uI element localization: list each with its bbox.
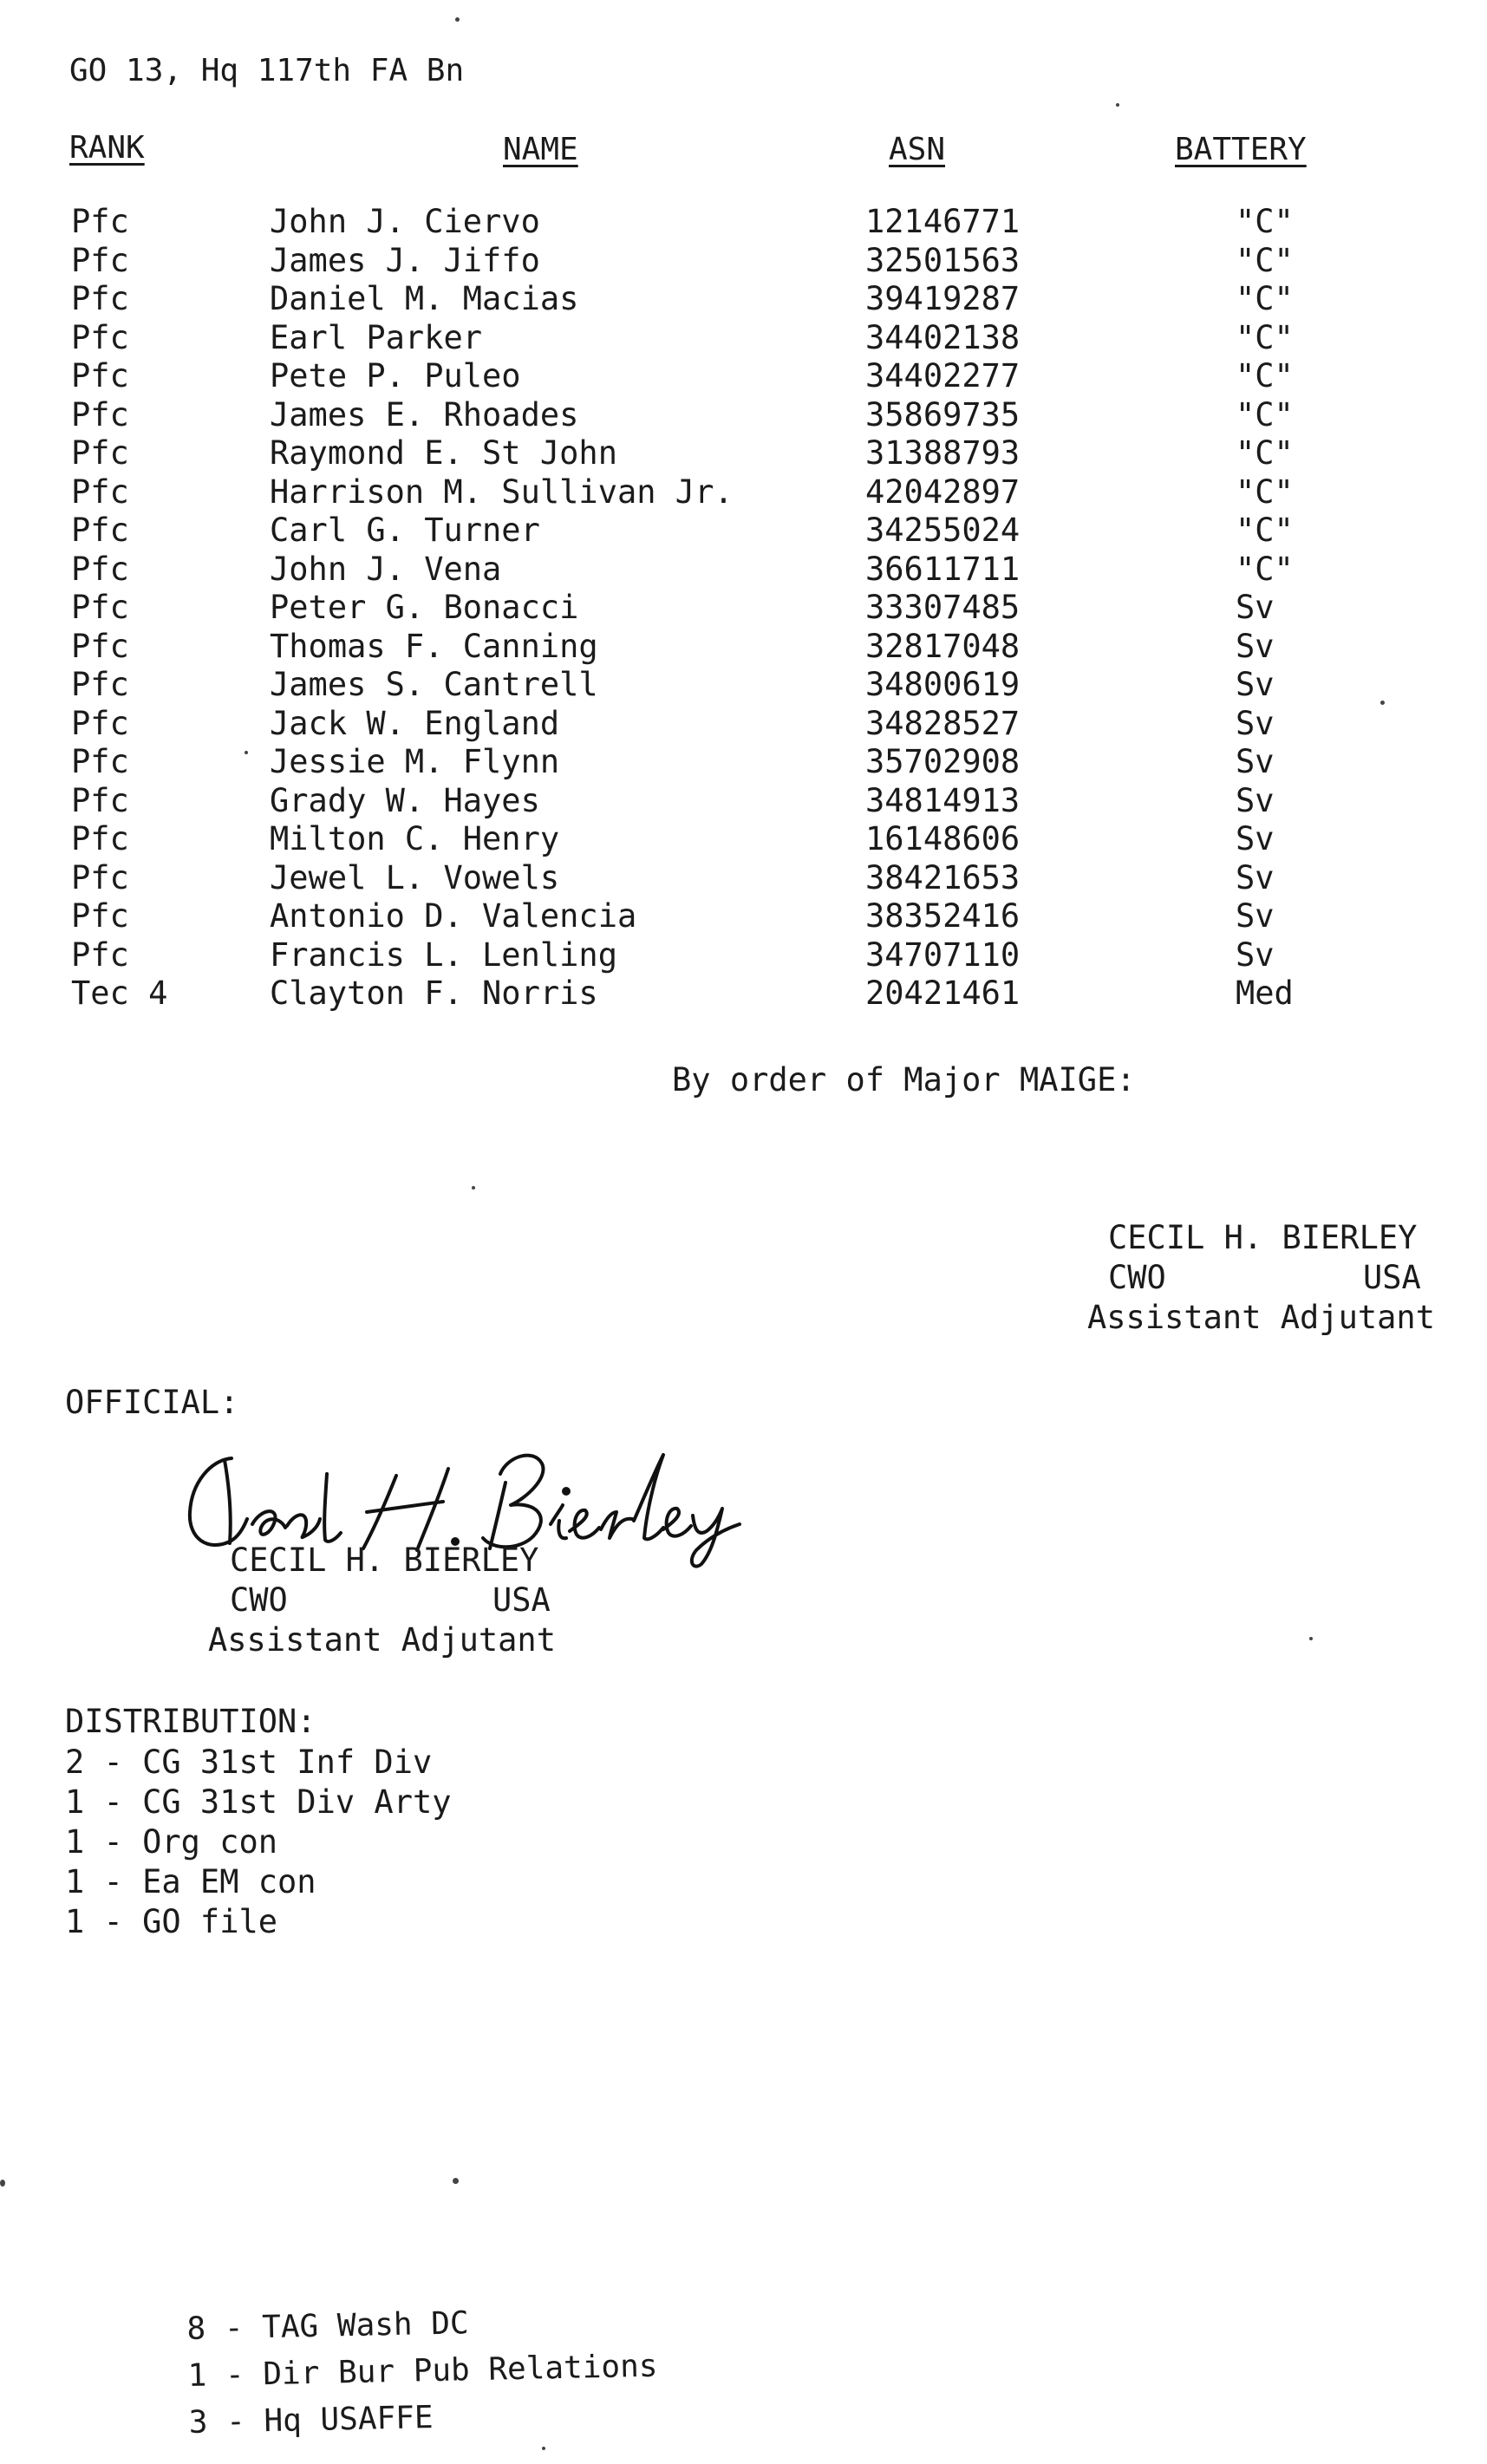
roster-rank: Tec 4 <box>71 975 168 1012</box>
roster-rank: Pfc <box>71 666 129 703</box>
column-header-rank: RANK <box>69 130 145 166</box>
distribution-item: 1 - Org con <box>65 1823 278 1861</box>
authority-service: USA <box>1363 1259 1421 1296</box>
roster-row <box>71 242 1331 281</box>
roster-rank: Pfc <box>71 781 129 819</box>
roster-battery: "C" <box>1236 357 1294 394</box>
roster-asn: 34707110 <box>865 935 1021 974</box>
roster-rank: Pfc <box>71 280 129 317</box>
roster-asn: 36611711 <box>865 550 1021 588</box>
column-header-name: NAME <box>503 132 578 167</box>
roster-row <box>71 975 1331 1014</box>
roster-name: Milton C. Henry <box>270 820 560 857</box>
scan-speck <box>0 2180 5 2187</box>
roster-asn: 34255024 <box>865 512 1021 549</box>
distribution-continued-item: 3 - Hq USAFFE <box>188 2400 434 2441</box>
roster-rank: Pfc <box>71 897 129 935</box>
authority-grade: CWO <box>1108 1259 1166 1296</box>
roster-battery: "C" <box>1236 241 1294 279</box>
distribution-continued-item: 1 - Dir Bur Pub Relations <box>187 2348 658 2394</box>
roster-rank: Pfc <box>71 704 129 742</box>
roster-rank: Pfc <box>71 512 129 549</box>
roster-row <box>71 551 1331 590</box>
scan-speck <box>472 1186 475 1190</box>
roster-name: Francis L. Lenling <box>270 935 617 974</box>
roster-battery: Sv <box>1236 666 1275 703</box>
roster-row <box>71 319 1331 358</box>
roster-asn: 33307485 <box>865 589 1021 626</box>
roster-table <box>71 203 1331 1014</box>
distribution-item: 1 - Ea EM con <box>65 1863 316 1900</box>
scan-speck <box>455 17 460 22</box>
roster-rank: Pfc <box>71 627 129 665</box>
roster-battery: "C" <box>1236 280 1294 317</box>
distribution-continued-item: 8 - TAG Wash DC <box>186 2305 470 2347</box>
signature-title: Assistant Adjutant <box>208 1621 556 1659</box>
column-header-asn: ASN <box>889 132 946 167</box>
order-header: GO 13, Hq 117th FA Bn <box>69 53 465 88</box>
roster-asn: 16148606 <box>865 820 1021 857</box>
roster-body <box>71 203 1331 1014</box>
roster-rank: Pfc <box>71 550 129 588</box>
roster-row <box>71 512 1331 551</box>
roster-row <box>71 936 1331 975</box>
roster-asn: 34402277 <box>865 357 1021 394</box>
roster-battery: Sv <box>1236 704 1275 742</box>
distribution-list <box>65 1743 452 1942</box>
roster-row <box>71 859 1331 898</box>
roster-battery: "C" <box>1236 550 1294 588</box>
roster-row <box>71 434 1331 473</box>
roster-name: Antonio D. Valencia <box>270 897 637 935</box>
roster-asn: 39419287 <box>865 280 1021 317</box>
roster-asn: 38352416 <box>865 897 1021 935</box>
scan-speck <box>453 2178 459 2184</box>
official-label: OFFICIAL: <box>65 1384 239 1421</box>
roster-battery: "C" <box>1236 203 1294 240</box>
roster-name: Clayton F. Norris <box>270 975 598 1012</box>
roster-asn: 38421653 <box>865 858 1021 896</box>
roster-battery: "C" <box>1236 434 1294 472</box>
roster-asn: 20421461 <box>865 975 1021 1012</box>
roster-asn: 35869735 <box>865 395 1021 433</box>
roster-asn: 35702908 <box>865 743 1021 780</box>
roster-name: John J. Vena <box>270 550 502 588</box>
scan-speck <box>245 751 248 754</box>
authority-title: Assistant Adjutant <box>1087 1299 1435 1336</box>
roster-asn: 31388793 <box>865 434 1021 472</box>
roster-name: Grady W. Hayes <box>270 781 540 819</box>
scan-speck <box>542 2447 545 2450</box>
signature-grade: CWO <box>230 1581 288 1619</box>
roster-battery: Sv <box>1236 820 1275 857</box>
distribution-label: DISTRIBUTION: <box>65 1703 316 1740</box>
distribution-item: 1 - GO file <box>65 1903 278 1940</box>
roster-battery: Sv <box>1236 589 1275 626</box>
roster-battery: "C" <box>1236 473 1294 511</box>
roster-name: Daniel M. Macias <box>270 280 579 317</box>
roster-battery: "C" <box>1236 512 1294 549</box>
roster-asn: 12146771 <box>865 203 1021 240</box>
roster-name: Carl G. Turner <box>270 512 540 549</box>
roster-name: Pete P. Puleo <box>270 357 521 394</box>
roster-row <box>71 473 1331 512</box>
roster-rank: Pfc <box>71 434 129 472</box>
roster-rank: Pfc <box>71 935 129 974</box>
signature-service: USA <box>492 1581 551 1619</box>
roster-rank: Pfc <box>71 318 129 356</box>
roster-row <box>71 666 1331 705</box>
roster-battery: Sv <box>1236 897 1275 935</box>
scan-speck <box>1116 103 1119 107</box>
roster-rank: Pfc <box>71 743 129 780</box>
roster-asn: 32501563 <box>865 241 1021 279</box>
roster-battery: Sv <box>1236 935 1275 974</box>
roster-name: James E. Rhoades <box>270 395 579 433</box>
distribution-item: 1 - CG 31st Div Arty <box>65 1783 452 1821</box>
scan-speck <box>1380 701 1385 705</box>
roster-battery: Med <box>1236 975 1294 1012</box>
roster-name: Raymond E. St John <box>270 434 617 472</box>
roster-rank: Pfc <box>71 820 129 857</box>
roster-asn: 34814913 <box>865 781 1021 819</box>
roster-name: Jack W. England <box>270 704 560 742</box>
roster-rank: Pfc <box>71 203 129 240</box>
roster-battery: "C" <box>1236 395 1294 433</box>
roster-battery: Sv <box>1236 743 1275 780</box>
roster-asn: 34402138 <box>865 318 1021 356</box>
roster-asn: 42042897 <box>865 473 1021 511</box>
column-header-battery: BATTERY <box>1175 132 1307 167</box>
roster-asn: 34828527 <box>865 704 1021 742</box>
roster-battery: Sv <box>1236 858 1275 896</box>
roster-row <box>71 589 1331 628</box>
roster-row <box>71 396 1331 435</box>
roster-row <box>71 897 1331 936</box>
roster-rank: Pfc <box>71 357 129 394</box>
roster-row <box>71 820 1331 859</box>
roster-name: Thomas F. Canning <box>270 627 598 665</box>
roster-name: Jessie M. Flynn <box>270 743 560 780</box>
roster-asn: 32817048 <box>865 627 1021 665</box>
roster-name: Earl Parker <box>270 318 483 356</box>
distribution-continued-list <box>186 2297 659 2447</box>
roster-row <box>71 743 1331 782</box>
distribution-item: 2 - CG 31st Inf Div <box>65 1744 433 1781</box>
roster-name: John J. Ciervo <box>270 203 540 240</box>
scan-speck <box>1309 1637 1313 1640</box>
roster-name: James J. Jiffo <box>270 241 540 279</box>
roster-rank: Pfc <box>71 589 129 626</box>
order-line: By order of Major MAIGE: <box>672 1061 1136 1098</box>
roster-row <box>71 203 1331 242</box>
authority-name: CECIL H. BIERLEY <box>1108 1219 1418 1256</box>
roster-row <box>71 357 1331 396</box>
roster-rank: Pfc <box>71 858 129 896</box>
roster-name: James S. Cantrell <box>270 666 598 703</box>
roster-row <box>71 628 1331 667</box>
roster-rank: Pfc <box>71 473 129 511</box>
roster-rank: Pfc <box>71 241 129 279</box>
roster-battery: "C" <box>1236 318 1294 356</box>
roster-asn: 34800619 <box>865 666 1021 703</box>
roster-row <box>71 280 1331 319</box>
roster-name: Peter G. Bonacci <box>270 589 579 626</box>
roster-rank: Pfc <box>71 395 129 433</box>
roster-row <box>71 705 1331 744</box>
roster-name: Harrison M. Sullivan Jr. <box>270 473 734 511</box>
signature-name: CECIL H. BIERLEY <box>230 1542 539 1579</box>
roster-row <box>71 782 1331 821</box>
roster-battery: Sv <box>1236 627 1275 665</box>
roster-battery: Sv <box>1236 781 1275 819</box>
roster-name: Jewel L. Vowels <box>270 858 560 896</box>
